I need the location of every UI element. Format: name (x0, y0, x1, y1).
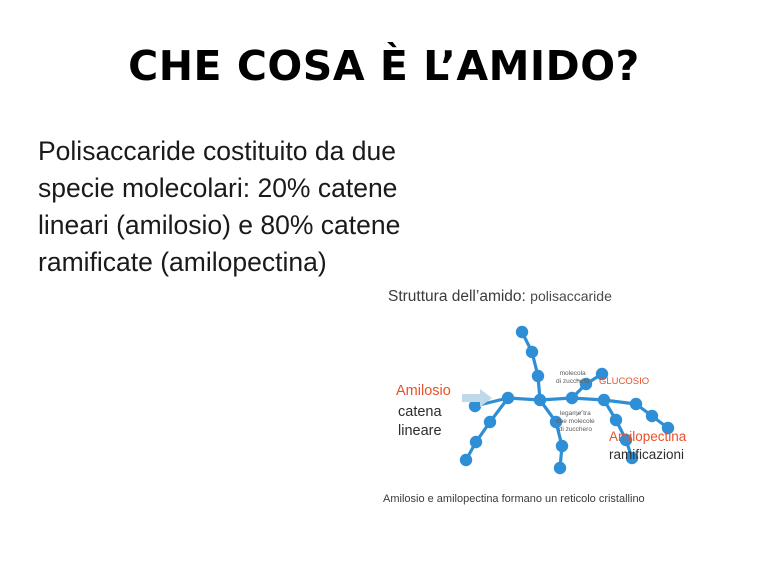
molecule-diagram-icon (380, 288, 718, 513)
body-text: Polisaccaride costituito da due specie molecolari: 20% catene lineari (amilosio) e 80% catene ramificate (amilopectina) (38, 136, 401, 277)
figure-starch-structure (380, 288, 718, 513)
figure-caption: Amilosio e amilopectina formano un reticolo cristallino (383, 493, 645, 505)
figure-heading-main: Struttura dell’amido: (388, 288, 526, 305)
label-glucosio: GLUCOSIO (599, 376, 650, 387)
label-molecola-di-zucchero: molecola di zucchero (556, 370, 590, 385)
figure-heading-sub: polisaccaride (530, 288, 612, 304)
label-legame-tra-molecole: legame tra due molecole di zucchero (556, 410, 595, 433)
page-title: CHE COSA È L’AMIDO? (128, 42, 640, 90)
label-ramificazioni: ramificazioni (609, 447, 685, 462)
label-amilopectina: Amilopectina (609, 429, 687, 444)
label-amilosio: Amilosio (396, 383, 451, 399)
label-catena-lineare: catena lineare (398, 404, 442, 439)
